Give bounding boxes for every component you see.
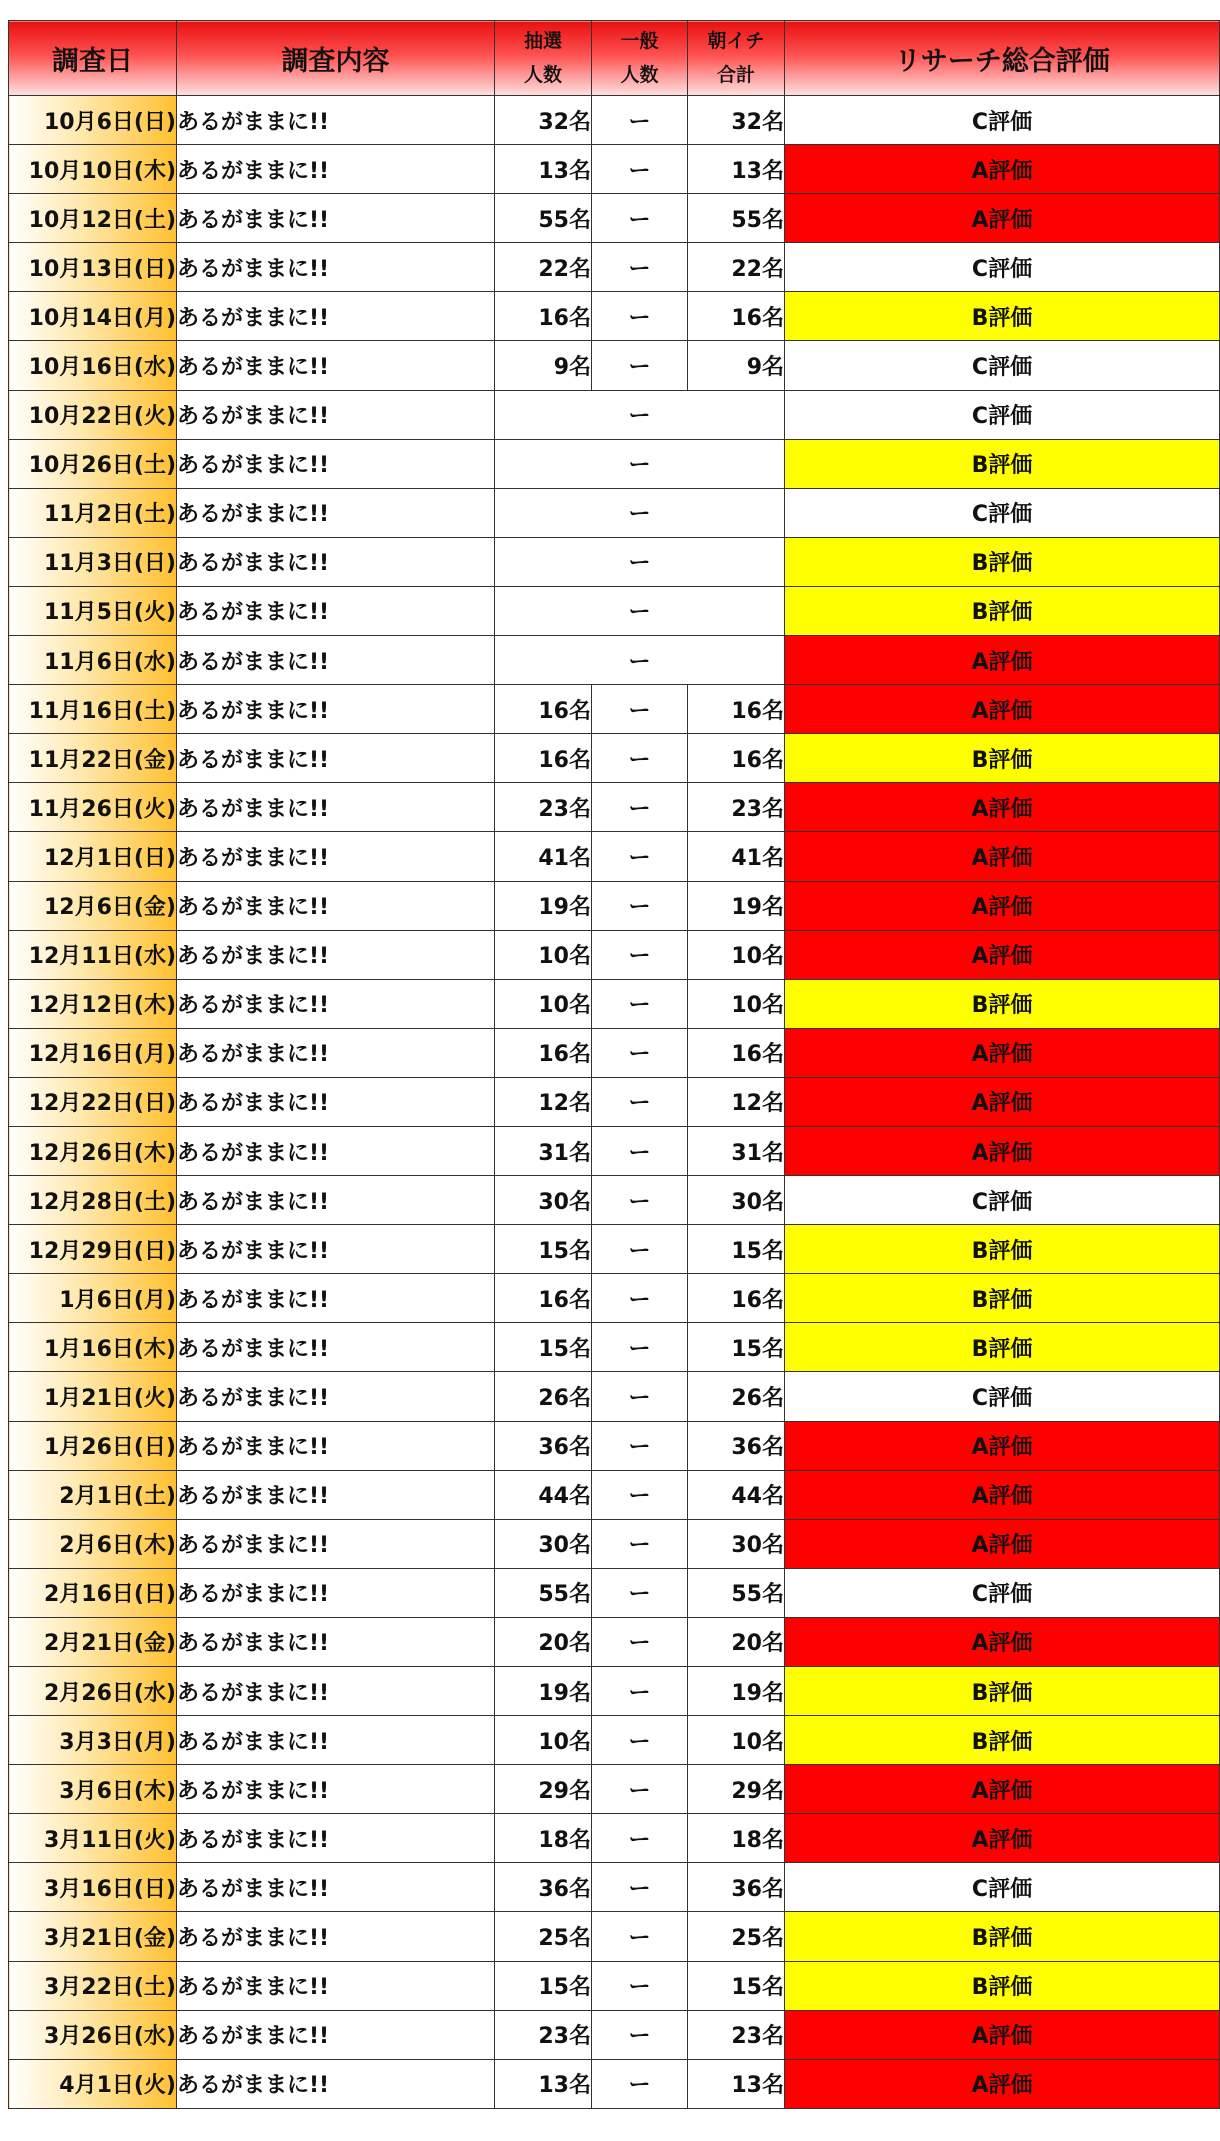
general-count-cell: ー — [592, 292, 688, 341]
date-cell: 10月16日(水) — [9, 341, 177, 390]
lottery-count-cell: 16名 — [495, 734, 592, 783]
content-cell: あるがままに!! — [177, 1667, 495, 1716]
content-cell: あるがままに!! — [177, 1225, 495, 1274]
lottery-count-cell: 30名 — [495, 1176, 592, 1225]
date-cell: 11月6日(水) — [9, 636, 177, 685]
total-count-cell: 15名 — [688, 1961, 785, 2010]
table-row — [9, 685, 1220, 734]
lottery-count-cell: 15名 — [495, 1225, 592, 1274]
table-row — [9, 930, 1220, 979]
lottery-count-cell: 12名 — [495, 1077, 592, 1126]
evaluation-cell: A評価 — [785, 2059, 1220, 2108]
table-row — [9, 1667, 1220, 1716]
general-count-cell: ー — [592, 2010, 688, 2059]
evaluation-cell: B評価 — [785, 292, 1220, 341]
lottery-count-cell: 19名 — [495, 1667, 592, 1716]
date-cell: 1月21日(火) — [9, 1372, 177, 1421]
table-row — [9, 390, 1220, 439]
total-count-cell: 55名 — [688, 1568, 785, 1617]
content-cell: あるがままに!! — [177, 1765, 495, 1814]
general-count-cell: ー — [592, 1028, 688, 1077]
lottery-count-cell: 16名 — [495, 685, 592, 734]
date-cell: 12月29日(日) — [9, 1225, 177, 1274]
table-row — [9, 1176, 1220, 1225]
evaluation-cell: A評価 — [785, 1077, 1220, 1126]
content-cell: あるがままに!! — [177, 979, 495, 1028]
evaluation-cell: A評価 — [785, 1421, 1220, 1470]
date-cell: 3月16日(日) — [9, 1863, 177, 1912]
table-row — [9, 243, 1220, 292]
total-count-cell: 23名 — [688, 2010, 785, 2059]
general-count-cell: ー — [592, 1176, 688, 1225]
table-row — [9, 1028, 1220, 1077]
lottery-count-cell: 16名 — [495, 292, 592, 341]
table-row — [9, 488, 1220, 537]
general-count-cell: ー — [592, 194, 688, 243]
evaluation-cell: A評価 — [785, 145, 1220, 194]
content-cell: あるがままに!! — [177, 292, 495, 341]
evaluation-cell: B評価 — [785, 586, 1220, 635]
content-cell: あるがままに!! — [177, 1568, 495, 1617]
evaluation-cell: B評価 — [785, 1961, 1220, 2010]
evaluation-cell: B評価 — [785, 1716, 1220, 1765]
evaluation-cell: C評価 — [785, 96, 1220, 145]
date-cell: 10月12日(土) — [9, 194, 177, 243]
content-cell: あるがままに!! — [177, 1176, 495, 1225]
content-cell: あるがままに!! — [177, 96, 495, 145]
header-general-line2: 人数 — [620, 64, 659, 86]
lottery-count-cell: 44名 — [495, 1470, 592, 1519]
content-cell: あるがままに!! — [177, 1961, 495, 2010]
table-row — [9, 537, 1220, 586]
date-cell: 1月26日(日) — [9, 1421, 177, 1470]
date-cell: 12月11日(水) — [9, 930, 177, 979]
lottery-count-cell: 19名 — [495, 881, 592, 930]
date-cell: 1月16日(木) — [9, 1323, 177, 1372]
general-count-cell: ー — [592, 2059, 688, 2108]
table-row — [9, 832, 1220, 881]
table-row — [9, 1274, 1220, 1323]
evaluation-cell: B評価 — [785, 439, 1220, 488]
header-total-line1: 朝イチ — [707, 30, 765, 52]
date-cell: 11月22日(金) — [9, 734, 177, 783]
date-cell: 12月28日(土) — [9, 1176, 177, 1225]
date-cell: 11月16日(土) — [9, 685, 177, 734]
total-count-cell: 16名 — [688, 292, 785, 341]
general-count-cell: ー — [592, 930, 688, 979]
content-cell: あるがままに!! — [177, 1814, 495, 1863]
table-row — [9, 194, 1220, 243]
general-count-cell: ー — [592, 1126, 688, 1175]
total-count-cell: 16名 — [688, 1274, 785, 1323]
header-row — [9, 21, 1220, 96]
lottery-count-cell: 22名 — [495, 243, 592, 292]
general-count-cell: ー — [592, 341, 688, 390]
date-cell: 4月1日(火) — [9, 2059, 177, 2108]
general-count-cell: ー — [592, 1667, 688, 1716]
table-row — [9, 439, 1220, 488]
lottery-count-cell: 15名 — [495, 1323, 592, 1372]
table-row — [9, 2010, 1220, 2059]
count-cell-merged: ー — [495, 636, 785, 685]
total-count-cell: 41名 — [688, 832, 785, 881]
content-cell: あるがままに!! — [177, 783, 495, 832]
date-cell: 10月10日(木) — [9, 145, 177, 194]
evaluation-cell: A評価 — [785, 1126, 1220, 1175]
table-row — [9, 586, 1220, 635]
general-count-cell: ー — [592, 1912, 688, 1961]
lottery-count-cell: 16名 — [495, 1274, 592, 1323]
evaluation-cell: B評価 — [785, 1323, 1220, 1372]
evaluation-cell: C評価 — [785, 341, 1220, 390]
evaluation-cell: C評価 — [785, 1863, 1220, 1912]
total-count-cell: 26名 — [688, 1372, 785, 1421]
date-cell: 12月16日(月) — [9, 1028, 177, 1077]
table-row — [9, 783, 1220, 832]
general-count-cell: ー — [592, 1765, 688, 1814]
lottery-count-cell: 36名 — [495, 1863, 592, 1912]
evaluation-cell: A評価 — [785, 1470, 1220, 1519]
total-count-cell: 10名 — [688, 979, 785, 1028]
content-cell: あるがままに!! — [177, 145, 495, 194]
evaluation-cell: C評価 — [785, 1176, 1220, 1225]
evaluation-cell: B評価 — [785, 1225, 1220, 1274]
content-cell: あるがままに!! — [177, 636, 495, 685]
content-cell: あるがままに!! — [177, 881, 495, 930]
total-count-cell: 32名 — [688, 96, 785, 145]
table-row — [9, 734, 1220, 783]
table-row — [9, 881, 1220, 930]
total-count-cell: 16名 — [688, 734, 785, 783]
content-cell: あるがままに!! — [177, 586, 495, 635]
evaluation-cell: B評価 — [785, 1667, 1220, 1716]
content-cell: あるがままに!! — [177, 1617, 495, 1666]
general-count-cell: ー — [592, 96, 688, 145]
general-count-cell: ー — [592, 832, 688, 881]
date-cell: 11月3日(日) — [9, 537, 177, 586]
total-count-cell: 31名 — [688, 1126, 785, 1175]
content-cell: あるがままに!! — [177, 1912, 495, 1961]
table-row — [9, 979, 1220, 1028]
lottery-count-cell: 18名 — [495, 1814, 592, 1863]
count-cell-merged: ー — [495, 586, 785, 635]
general-count-cell: ー — [592, 1077, 688, 1126]
general-count-cell: ー — [592, 1372, 688, 1421]
lottery-count-cell: 16名 — [495, 1028, 592, 1077]
table-row — [9, 1225, 1220, 1274]
research-table — [8, 20, 1220, 2109]
table-row — [9, 1077, 1220, 1126]
general-count-cell: ー — [592, 1519, 688, 1568]
date-cell: 3月21日(金) — [9, 1912, 177, 1961]
general-count-cell: ー — [592, 1568, 688, 1617]
general-count-cell: ー — [592, 685, 688, 734]
total-count-cell: 16名 — [688, 685, 785, 734]
evaluation-cell: A評価 — [785, 1519, 1220, 1568]
date-cell: 11月2日(土) — [9, 488, 177, 537]
table-row — [9, 1568, 1220, 1617]
content-cell: あるがままに!! — [177, 2010, 495, 2059]
total-count-cell: 23名 — [688, 783, 785, 832]
total-count-cell: 20名 — [688, 1617, 785, 1666]
content-cell: あるがままに!! — [177, 390, 495, 439]
total-count-cell: 12名 — [688, 1077, 785, 1126]
table-row — [9, 145, 1220, 194]
evaluation-cell: A評価 — [785, 1814, 1220, 1863]
header-general-line1: 一般 — [620, 30, 659, 52]
general-count-cell: ー — [592, 145, 688, 194]
table-row — [9, 1372, 1220, 1421]
total-count-cell: 19名 — [688, 881, 785, 930]
content-cell: あるがままに!! — [177, 1372, 495, 1421]
table-row — [9, 1421, 1220, 1470]
date-cell: 2月21日(金) — [9, 1617, 177, 1666]
content-cell: あるがままに!! — [177, 685, 495, 734]
date-cell: 12月22日(日) — [9, 1077, 177, 1126]
lottery-count-cell: 30名 — [495, 1519, 592, 1568]
evaluation-cell: C評価 — [785, 1372, 1220, 1421]
evaluation-cell: A評価 — [785, 930, 1220, 979]
table-row — [9, 1814, 1220, 1863]
total-count-cell: 22名 — [688, 243, 785, 292]
content-cell: あるがままに!! — [177, 194, 495, 243]
count-cell-merged: ー — [495, 537, 785, 586]
general-count-cell: ー — [592, 1225, 688, 1274]
date-cell: 3月6日(木) — [9, 1765, 177, 1814]
content-cell: あるがままに!! — [177, 1028, 495, 1077]
total-count-cell: 15名 — [688, 1323, 785, 1372]
total-count-cell: 36名 — [688, 1863, 785, 1912]
total-count-cell: 18名 — [688, 1814, 785, 1863]
date-cell: 10月14日(月) — [9, 292, 177, 341]
content-cell: あるがままに!! — [177, 1519, 495, 1568]
header-general — [592, 21, 688, 96]
date-cell: 2月16日(日) — [9, 1568, 177, 1617]
date-cell: 11月26日(火) — [9, 783, 177, 832]
total-count-cell: 15名 — [688, 1225, 785, 1274]
count-cell-merged: ー — [495, 390, 785, 439]
evaluation-cell: C評価 — [785, 390, 1220, 439]
date-cell: 3月3日(月) — [9, 1716, 177, 1765]
general-count-cell: ー — [592, 979, 688, 1028]
lottery-count-cell: 13名 — [495, 2059, 592, 2108]
date-cell: 2月26日(水) — [9, 1667, 177, 1716]
evaluation-cell: A評価 — [785, 1617, 1220, 1666]
table-row — [9, 1912, 1220, 1961]
content-cell: あるがままに!! — [177, 1470, 495, 1519]
table-row — [9, 1863, 1220, 1912]
general-count-cell: ー — [592, 1961, 688, 2010]
total-count-cell: 25名 — [688, 1912, 785, 1961]
lottery-count-cell: 26名 — [495, 1372, 592, 1421]
table-row — [9, 1716, 1220, 1765]
total-count-cell: 29名 — [688, 1765, 785, 1814]
date-cell: 10月13日(日) — [9, 243, 177, 292]
table-row — [9, 292, 1220, 341]
content-cell: あるがままに!! — [177, 1323, 495, 1372]
lottery-count-cell: 25名 — [495, 1912, 592, 1961]
lottery-count-cell: 13名 — [495, 145, 592, 194]
lottery-count-cell: 10名 — [495, 930, 592, 979]
header-total-line2: 合計 — [716, 64, 755, 86]
lottery-count-cell: 20名 — [495, 1617, 592, 1666]
general-count-cell: ー — [592, 1863, 688, 1912]
total-count-cell: 10名 — [688, 1716, 785, 1765]
total-count-cell: 36名 — [688, 1421, 785, 1470]
total-count-cell: 30名 — [688, 1176, 785, 1225]
lottery-count-cell: 55名 — [495, 194, 592, 243]
general-count-cell: ー — [592, 783, 688, 832]
general-count-cell: ー — [592, 1323, 688, 1372]
general-count-cell: ー — [592, 243, 688, 292]
lottery-count-cell: 23名 — [495, 2010, 592, 2059]
table-row — [9, 96, 1220, 145]
date-cell: 10月6日(日) — [9, 96, 177, 145]
table-row — [9, 1470, 1220, 1519]
date-cell: 3月26日(水) — [9, 2010, 177, 2059]
evaluation-cell: A評価 — [785, 194, 1220, 243]
general-count-cell: ー — [592, 1274, 688, 1323]
total-count-cell: 9名 — [688, 341, 785, 390]
header-date: 調査日 — [9, 21, 177, 96]
evaluation-cell: B評価 — [785, 537, 1220, 586]
total-count-cell: 16名 — [688, 1028, 785, 1077]
content-cell: あるがままに!! — [177, 1716, 495, 1765]
table-row — [9, 1617, 1220, 1666]
lottery-count-cell: 55名 — [495, 1568, 592, 1617]
content-cell: あるがままに!! — [177, 832, 495, 881]
date-cell: 3月11日(火) — [9, 1814, 177, 1863]
general-count-cell: ー — [592, 1470, 688, 1519]
table-row — [9, 2059, 1220, 2108]
content-cell: あるがままに!! — [177, 734, 495, 783]
lottery-count-cell: 32名 — [495, 96, 592, 145]
total-count-cell: 44名 — [688, 1470, 785, 1519]
total-count-cell: 19名 — [688, 1667, 785, 1716]
content-cell: あるがままに!! — [177, 1077, 495, 1126]
date-cell: 2月6日(木) — [9, 1519, 177, 1568]
lottery-count-cell: 23名 — [495, 783, 592, 832]
total-count-cell: 13名 — [688, 2059, 785, 2108]
date-cell: 11月5日(火) — [9, 586, 177, 635]
date-cell: 3月22日(土) — [9, 1961, 177, 2010]
table-row — [9, 1961, 1220, 2010]
general-count-cell: ー — [592, 1814, 688, 1863]
count-cell-merged: ー — [495, 439, 785, 488]
general-count-cell: ー — [592, 1421, 688, 1470]
count-cell-merged: ー — [495, 488, 785, 537]
header-content: 調査内容 — [177, 21, 495, 96]
evaluation-cell: A評価 — [785, 685, 1220, 734]
table-row — [9, 1323, 1220, 1372]
table-row — [9, 1519, 1220, 1568]
total-count-cell: 10名 — [688, 930, 785, 979]
date-cell: 10月22日(火) — [9, 390, 177, 439]
content-cell: あるがままに!! — [177, 1126, 495, 1175]
evaluation-cell: A評価 — [785, 832, 1220, 881]
content-cell: あるがままに!! — [177, 2059, 495, 2108]
header-lottery-line2: 人数 — [523, 64, 562, 86]
header-lottery-line1: 抽選 — [523, 30, 562, 52]
header-lottery — [495, 21, 592, 96]
evaluation-cell: A評価 — [785, 636, 1220, 685]
general-count-cell: ー — [592, 881, 688, 930]
evaluation-cell: B評価 — [785, 979, 1220, 1028]
evaluation-cell: A評価 — [785, 1765, 1220, 1814]
date-cell: 12月6日(金) — [9, 881, 177, 930]
table-body — [9, 96, 1220, 2109]
evaluation-cell: A評価 — [785, 2010, 1220, 2059]
table-row — [9, 1126, 1220, 1175]
lottery-count-cell: 31名 — [495, 1126, 592, 1175]
table-row — [9, 341, 1220, 390]
lottery-count-cell: 41名 — [495, 832, 592, 881]
date-cell: 1月6日(月) — [9, 1274, 177, 1323]
lottery-count-cell: 10名 — [495, 979, 592, 1028]
header-evaluation: リサーチ総合評価 — [785, 21, 1220, 96]
lottery-count-cell: 9名 — [495, 341, 592, 390]
evaluation-cell: A評価 — [785, 881, 1220, 930]
date-cell: 12月1日(日) — [9, 832, 177, 881]
evaluation-cell: C評価 — [785, 243, 1220, 292]
date-cell: 10月26日(土) — [9, 439, 177, 488]
lottery-count-cell: 36名 — [495, 1421, 592, 1470]
content-cell: あるがままに!! — [177, 930, 495, 979]
table-row — [9, 636, 1220, 685]
evaluation-cell: C評価 — [785, 1568, 1220, 1617]
evaluation-cell: A評価 — [785, 1028, 1220, 1077]
total-count-cell: 13名 — [688, 145, 785, 194]
lottery-count-cell: 29名 — [495, 1765, 592, 1814]
table-row — [9, 1765, 1220, 1814]
lottery-count-cell: 15名 — [495, 1961, 592, 2010]
content-cell: あるがままに!! — [177, 537, 495, 586]
lottery-count-cell: 10名 — [495, 1716, 592, 1765]
general-count-cell: ー — [592, 1716, 688, 1765]
total-count-cell: 30名 — [688, 1519, 785, 1568]
evaluation-cell: C評価 — [785, 488, 1220, 537]
content-cell: あるがままに!! — [177, 488, 495, 537]
evaluation-cell: A評価 — [785, 783, 1220, 832]
evaluation-cell: B評価 — [785, 1912, 1220, 1961]
content-cell: あるがままに!! — [177, 243, 495, 292]
total-count-cell: 55名 — [688, 194, 785, 243]
evaluation-cell: B評価 — [785, 734, 1220, 783]
content-cell: あるがままに!! — [177, 341, 495, 390]
date-cell: 12月26日(木) — [9, 1126, 177, 1175]
date-cell: 2月1日(土) — [9, 1470, 177, 1519]
header-total — [688, 21, 785, 96]
general-count-cell: ー — [592, 1617, 688, 1666]
evaluation-cell: B評価 — [785, 1274, 1220, 1323]
content-cell: あるがままに!! — [177, 1421, 495, 1470]
general-count-cell: ー — [592, 734, 688, 783]
content-cell: あるがままに!! — [177, 1274, 495, 1323]
content-cell: あるがままに!! — [177, 439, 495, 488]
date-cell: 12月12日(木) — [9, 979, 177, 1028]
content-cell: あるがままに!! — [177, 1863, 495, 1912]
